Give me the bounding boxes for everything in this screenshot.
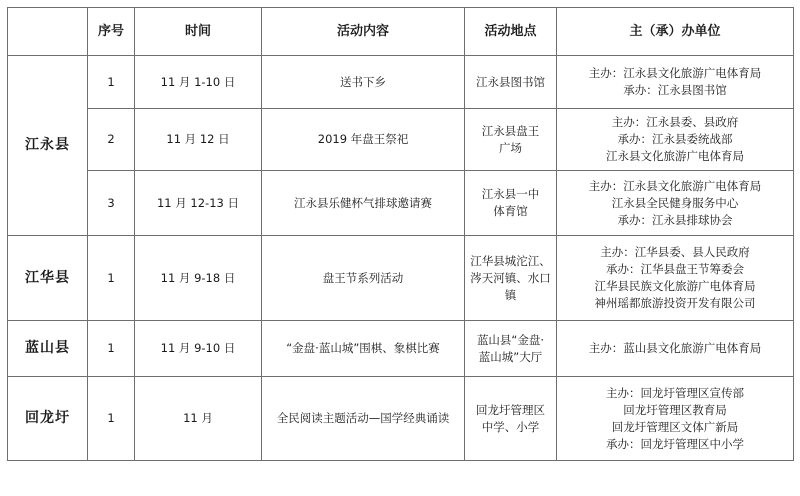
event-organizer [557, 109, 794, 171]
organizer-line: 承办：江永县图书馆 [623, 83, 727, 97]
table-row [8, 321, 794, 377]
organizer-line: 主办：回龙圩管理区宣传部 [606, 385, 744, 400]
place-line: 体育馆 [493, 204, 528, 218]
organizer-line: 主办：江永县文化旅游广电体育局 [588, 66, 762, 80]
place-line: 江华县城沱江、 [470, 253, 551, 268]
event-content: 2019 年盘王祭祀 [262, 109, 465, 171]
table-row [8, 56, 794, 109]
organizer-line: 承办：江永县委统战部 [617, 132, 733, 146]
event-time: 11 月 12-13 日 [135, 171, 262, 236]
table-row [8, 236, 794, 321]
event-place [465, 56, 557, 109]
events-table [7, 7, 794, 461]
organizer-line: 江永县文化旅游广电体育局 [606, 149, 744, 163]
row-number: 1 [88, 377, 135, 461]
header-county [8, 8, 88, 56]
county-cell: 江华县 [8, 236, 88, 321]
organizer-line: 主办：江华县委、县人民政府 [600, 245, 750, 259]
place-line: 镇 [504, 287, 517, 302]
row-number: 1 [88, 321, 135, 377]
place-line: 回龙圩管理区 [476, 402, 545, 417]
organizer-line: 回龙圩管理区教育局 [623, 402, 727, 417]
place-line: 江永县图书馆 [476, 74, 545, 89]
place-line: 中学、小学 [481, 419, 540, 434]
organizer-line: 江永县全民健身服务中心 [611, 195, 739, 210]
event-place [465, 377, 557, 461]
place-line: 广场 [499, 140, 522, 155]
event-organizer [557, 321, 794, 377]
table-row [8, 377, 794, 461]
event-time: 11 月 [135, 377, 262, 461]
header-place: 活动地点 [465, 8, 557, 56]
organizer-line: 主办：江永县文化旅游广电体育局 [588, 178, 762, 193]
place-line: 江永县盘王 [481, 123, 540, 138]
organizer-line: 承办：回龙圩管理区中小学 [606, 436, 744, 451]
header-organizer: 主（承）办单位 [557, 8, 794, 56]
table-row [8, 109, 794, 171]
event-place [465, 321, 557, 377]
organizer-line: 主办：江永县委、县政府 [611, 115, 739, 129]
county-cell: 回龙圩 [8, 377, 88, 461]
organizer-line: 主办：蓝山县文化旅游广电体育局 [588, 341, 762, 355]
event-place [465, 236, 557, 321]
event-content: 送书下乡 [262, 56, 465, 109]
event-time: 11 月 9-10 日 [135, 321, 262, 377]
header-time: 时间 [135, 8, 262, 56]
header-content: 活动内容 [262, 8, 465, 56]
event-organizer [557, 171, 794, 236]
table-row [8, 171, 794, 236]
place-line: 蓝山县“金盘· [476, 332, 545, 347]
event-time: 11 月 1-10 日 [135, 56, 262, 109]
header-row [8, 8, 794, 56]
county-cell: 蓝山县 [8, 321, 88, 377]
organizer-line: 江华县民族文化旅游广电体育局 [594, 279, 756, 293]
event-organizer [557, 236, 794, 321]
row-number: 2 [88, 109, 135, 171]
event-content: 江永县乐健杯气排球邀请赛 [262, 171, 465, 236]
county-cell: 江永县 [8, 56, 88, 236]
event-place [465, 109, 557, 171]
event-time: 11 月 12 日 [135, 109, 262, 171]
event-time: 11 月 9-18 日 [135, 236, 262, 321]
row-number: 1 [88, 236, 135, 321]
header-no: 序号 [88, 8, 135, 56]
place-line: 江永县一中 [481, 187, 540, 201]
event-organizer [557, 56, 794, 109]
event-organizer [557, 377, 794, 461]
event-content: 盘王节系列活动 [262, 236, 465, 321]
row-number: 3 [88, 171, 135, 236]
event-content: 全民阅读主题活动—国学经典诵读 [262, 377, 465, 461]
row-number: 1 [88, 56, 135, 109]
organizer-line: 承办：江永县排球协会 [617, 212, 733, 227]
organizer-line: 承办：江华县盘王节筹委会 [606, 262, 744, 276]
place-line: 蓝山城”大厅 [478, 349, 543, 364]
event-content: “金盘·蓝山城”围棋、象棋比赛 [262, 321, 465, 377]
organizer-line: 回龙圩管理区文体广新局 [611, 419, 739, 434]
event-place [465, 171, 557, 236]
organizer-line: 神州瑶都旅游投资开发有限公司 [594, 296, 756, 310]
place-line: 涔天河镇、水口 [470, 270, 551, 285]
